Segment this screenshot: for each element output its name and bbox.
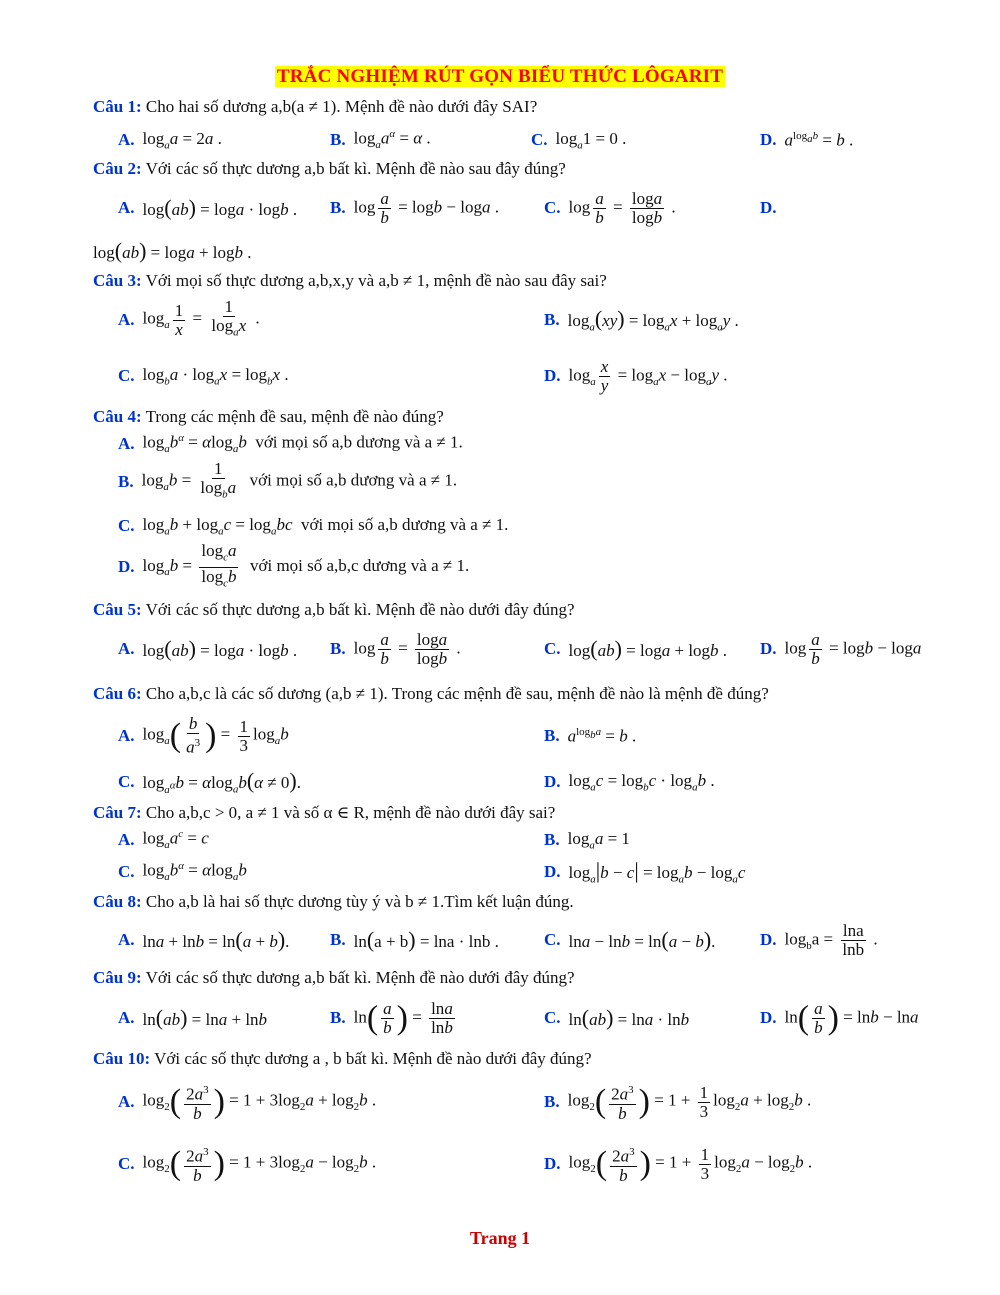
option-c[interactable]: C. $\log_ab^\alpha = \alpha\log_ab$: [118, 860, 247, 884]
answers-q6-row1: [118, 716, 978, 756]
option-a[interactable]: A. ln(ab) = lna + lnb: [118, 1005, 268, 1030]
option-c[interactable]: C. ln(ab) = lna · lnb: [544, 1005, 690, 1030]
option-d[interactable]: D. $a^{log_ab} = b$ .: [760, 129, 854, 150]
option-c[interactable]: C. log $\frac{a}{b}$ = $\frac{\log a}{\log b}$ .: [544, 188, 676, 227]
answers-q4-a: [118, 424, 978, 464]
option-b[interactable]: B. ln(a + b) = lna · lnb .: [330, 927, 499, 952]
option-a[interactable]: A. $\log_aa^c = c$: [118, 828, 209, 852]
option-d[interactable]: D. ln( $\frac{a}{b}$ ) = lnb − lna: [760, 998, 919, 1037]
answers-q8: [118, 920, 978, 960]
option-b[interactable]: B. $\log_aa = 1$: [544, 828, 630, 852]
option-d[interactable]: D.: [760, 198, 777, 217]
option-d[interactable]: D. $\log_ac = \log_bc \cdot \log_ab$ .: [544, 770, 715, 794]
answers-q10-row2: [118, 1144, 978, 1184]
question-2: Câu 2: Với các số thực dương a,b bất kì. Mệnh đề nào sau đây đúng?: [93, 159, 566, 178]
option-b[interactable]: B. $\log_a(xy) = \log_ax + \log_ay$ .: [544, 306, 739, 334]
question-5: Câu 5: Với các số thực dương a,b bất kì. Mệnh đề nào dưới đây đúng?: [93, 600, 575, 619]
option-a[interactable]: A. $\log_aa = 2a$ .: [118, 128, 222, 152]
option-d[interactable]: D. $\log_2$( $\frac{2a^3}{b}$ ) = 1 + $\frac{1}{3}$ $\log_2a - \log_2b$ .: [544, 1144, 813, 1185]
option-d[interactable]: D. $\log_a$ $\frac{x}{y}$ = $\log_ax - \log_ay$ .: [544, 356, 728, 395]
question-6: Câu 6: Cho a,b,c là các số dương (a,b ≠ 1). Trong các mệnh đề sau, mệnh đề nào là mệnh đề đúng?: [93, 684, 769, 703]
page-number: Trang 1: [469, 1228, 531, 1248]
option-b[interactable]: B. log $\frac{a}{b}$ = $\frac{\log a}{\log b}$ .: [330, 629, 461, 668]
option-c[interactable]: C. $\log_{a^\alpha}b = \alpha\log_ab(\alpha \ne 0)$.: [118, 768, 301, 796]
question-9: Câu 9: Với các số thực dương a,b bất kì. Mệnh đề nào dưới đây đúng?: [93, 968, 575, 987]
answers-q2: [118, 188, 978, 228]
question-7: Câu 7: Cho a,b,c > 0, a ≠ 1 và số α ∈ R, mệnh đề nào dưới đây sai?: [93, 803, 556, 822]
option-a[interactable]: A. lna + lnb = ln(a + b).: [118, 927, 290, 952]
option-d[interactable]: D. $\log_ba$ = $\frac{\ln a}{\ln b}$ .: [760, 920, 878, 959]
option-d[interactable]: D. $\log_a|b - c| = \log_ab - \log_ac$: [544, 858, 746, 886]
question-8: Câu 8: Cho a,b là hai số thực dương tùy ý và b ≠ 1.Tìm kết luận đúng.: [93, 892, 574, 911]
answers-q10-row1: [118, 1082, 978, 1122]
option-b[interactable]: B. $\log_ab$ = $\frac{1}{\log_ba}$ với mọi số a,b dương và a ≠ 1.: [118, 459, 458, 501]
answers-q4-d: [118, 541, 978, 589]
question-10: Câu 10: Với các số thực dương a , b bất kì. Mệnh đề nào dưới đây đúng?: [93, 1049, 592, 1068]
option-c[interactable]: C. $\log_ab + \log_ac = \log_abc$ với mọi số a,b dương và a ≠ 1.: [118, 514, 509, 538]
page-title: TRẮC NGHIỆM RÚT GỌN BIỂU THỨC LÔGARIT: [276, 66, 724, 87]
option-d[interactable]: D. log $\frac{a}{b}$ = logb − loga: [760, 629, 922, 668]
option-b[interactable]: B. log $\frac{a}{b}$ = logb − loga .: [330, 188, 499, 227]
answers-q1: [118, 120, 978, 160]
option-b[interactable]: B. $\log_aa^\alpha = \alpha$ .: [330, 128, 431, 152]
option-c[interactable]: C. $\log_2$( $\frac{2a^3}{b}$ ) = $1 + 3\log_2a - \log_2b$ .: [118, 1145, 377, 1185]
option-d-continued: log(ab) = loga + logb .: [93, 238, 252, 263]
answers-q5: [118, 629, 978, 669]
answers-q7-row2: [118, 852, 978, 892]
option-a[interactable]: A. log(ab) = loga · logb .: [118, 195, 298, 220]
option-a[interactable]: A. $\log_a$ $\frac{1}{x}$ = $\frac{1}{\log_ax}$ .: [118, 297, 260, 339]
option-b[interactable]: B. $a^{log_ba} = b$ .: [544, 725, 637, 746]
answers-q9: [118, 998, 978, 1038]
option-a[interactable]: A. $\log_ab^\alpha = \alpha\log_ab$ với mọi số a,b dương và a ≠ 1.: [118, 432, 463, 456]
answers-q3-row2: [118, 356, 978, 396]
option-d[interactable]: D. $\log_ab$ = $\frac{\log_ca}{\log_cb}$ với mọi số a,b,c dương và a ≠ 1.: [118, 541, 470, 589]
answers-q3-row1: [118, 297, 978, 340]
question-1: Câu 1: Cho hai số dương a,b(a ≠ 1). Mệnh đề nào dưới đây SAI?: [93, 97, 538, 116]
answers-q4-b: [118, 459, 978, 502]
option-b[interactable]: B. ln( $\frac{a}{b}$ ) = $\frac{\ln a}{\ln b}$: [330, 998, 453, 1037]
option-c[interactable]: C. $\log_a1 = 0$ .: [531, 128, 627, 152]
answers-q6-row2: [118, 762, 978, 802]
option-a[interactable]: A. log(ab) = loga · logb .: [118, 636, 298, 661]
option-a[interactable]: A. $\log_a$( $\frac{b}{a^3}$ ) = $\frac{1}{3}$ $\log_ab$: [118, 714, 289, 757]
question-3: Câu 3: Với mọi số thực dương a,b,x,y và a,b ≠ 1, mệnh đề nào sau đây sai?: [93, 271, 607, 290]
question-4: Câu 4: Trong các mệnh đề sau, mệnh đề nào đúng?: [93, 407, 444, 426]
option-b[interactable]: B. $\log_2$( $\frac{2a^3}{b}$ ) = 1 + $\frac{1}{3}$ $\log_2a + \log_2b$ .: [544, 1082, 812, 1123]
answers-q4-c: [118, 506, 978, 546]
option-c[interactable]: C. log(ab) = loga + logb .: [544, 636, 728, 661]
option-a[interactable]: A. $\log_2$( $\frac{2a^3}{b}$ ) = $1 + 3\log_2a + \log_2b$ .: [118, 1083, 377, 1123]
option-c[interactable]: C. $\log_ba \cdot \log_ax = \log_bx$ .: [118, 364, 289, 388]
option-c[interactable]: C. lna − lnb = ln(a − b).: [544, 927, 716, 952]
